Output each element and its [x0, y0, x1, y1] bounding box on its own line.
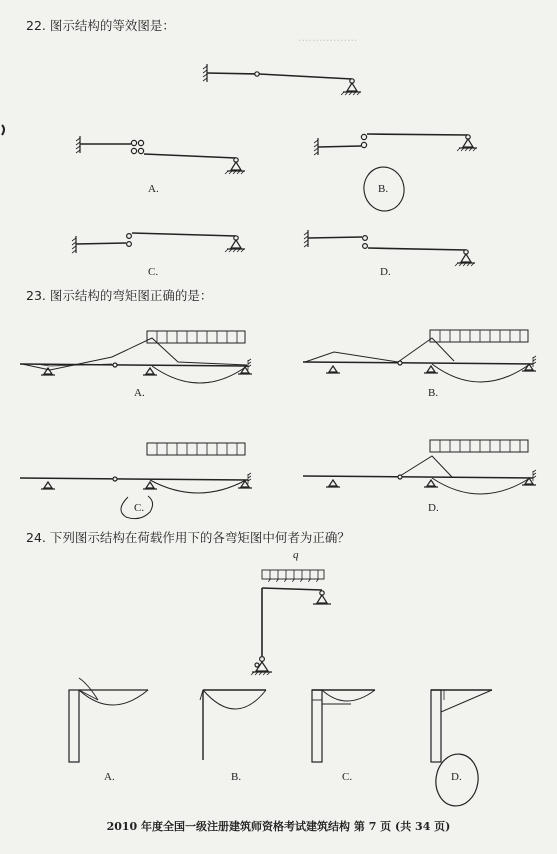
q22-main-structure	[203, 64, 361, 95]
question-23-number: 23.	[26, 288, 46, 303]
q23-option-b-label[interactable]: B.	[428, 387, 439, 399]
question-22-number: 22.	[26, 18, 46, 33]
q24-option-b-label[interactable]: B.	[231, 771, 242, 783]
q24-option-d-label[interactable]: D.	[451, 771, 462, 783]
q23-option-d-figure	[303, 440, 536, 494]
page-footer: 2010 年度全国一级注册建筑师资格考试建筑结构 第 7 页 (共 34 页)	[106, 820, 451, 833]
q24-option-a-diagram	[69, 678, 148, 762]
q24-load-label: q	[293, 549, 299, 561]
q22-option-c-figure	[72, 233, 245, 253]
q24-option-b-diagram	[200, 690, 266, 760]
question-24-stem: 下列图示结构在荷载作用下的各弯矩图中何者为正确？	[49, 530, 350, 545]
q24-option-c-diagram	[312, 690, 375, 762]
q23-option-a-figure	[20, 331, 252, 383]
q22-option-b-figure	[314, 134, 477, 214]
question-23-stem: 图示结构的弯矩图正确的是：	[49, 288, 213, 303]
q24-main-frame	[251, 570, 331, 675]
q22-option-b-label[interactable]: B.	[378, 183, 389, 195]
q22-option-a-label[interactable]: A.	[148, 183, 159, 195]
q22-option-a-figure	[76, 136, 245, 174]
question-24-number: 24.	[26, 530, 46, 545]
question-22-stem: 图示结构的等效图是：	[49, 18, 175, 33]
show-through-text: ·················	[298, 34, 358, 47]
q24-option-d-diagram	[431, 690, 492, 809]
q24-option-c-label[interactable]: C.	[342, 771, 353, 783]
q22-option-c-label[interactable]: C.	[148, 266, 159, 278]
q22-option-d-label[interactable]: D.	[380, 266, 391, 278]
q22-option-d-figure	[304, 230, 475, 266]
q23-option-b-figure	[303, 330, 536, 382]
q23-option-a-label[interactable]: A.	[134, 387, 145, 399]
q23-option-c-label[interactable]: C.	[134, 502, 145, 514]
q23-option-d-label[interactable]: D.	[428, 502, 439, 514]
q24-option-a-label[interactable]: A.	[104, 771, 115, 783]
q23-option-c-figure	[20, 443, 252, 519]
